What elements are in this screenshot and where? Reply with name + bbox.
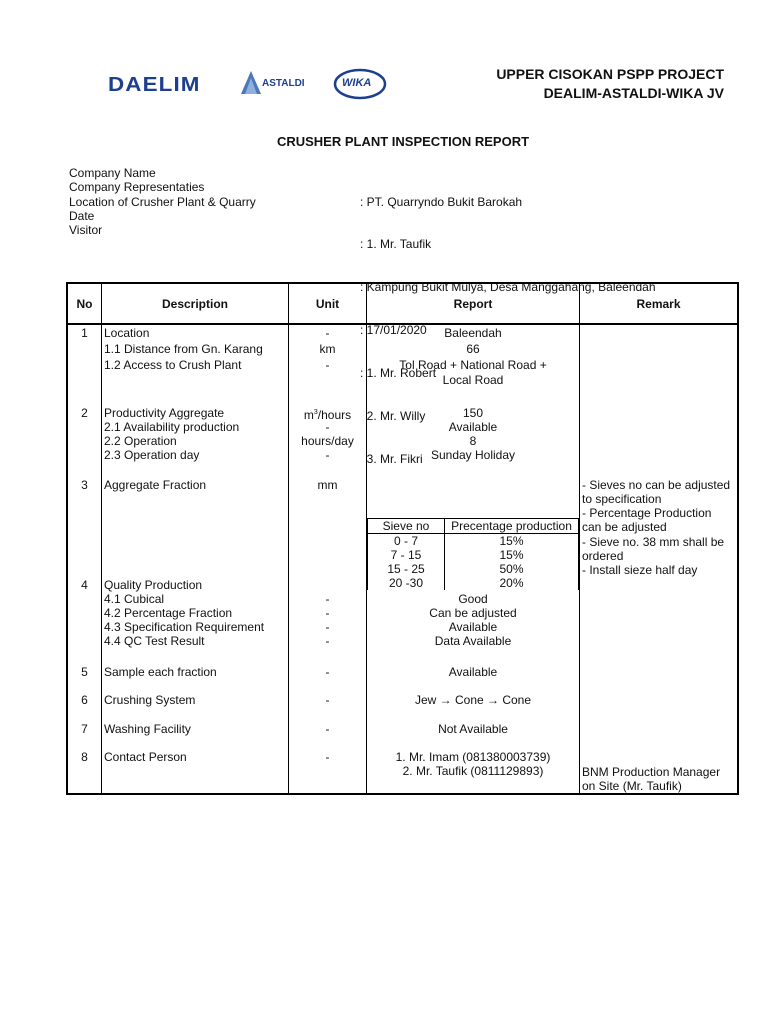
info-value: 2. Mr. Willy (360, 409, 426, 424)
report-line: Can be adjusted (429, 606, 517, 620)
astaldi-logo-text: ASTALDI (262, 78, 305, 89)
info-value: : 1. Mr. Taufik (360, 237, 432, 252)
desc-line: Crushing System (104, 693, 196, 707)
project-title: UPPER CISOKAN PSPP PROJECT (496, 66, 724, 82)
info-value: : 1. Mr. Robert (360, 366, 437, 381)
remark-line: on Site (Mr. Taufik) (582, 779, 682, 793)
report-line: 8 (469, 434, 477, 448)
desc-line: 4.3 Specification Requirement (104, 620, 265, 634)
daelim-logo: DAELIM (108, 74, 201, 96)
sieve-row (368, 548, 579, 562)
unit-line: - (325, 592, 330, 606)
desc-line: 4.1 Cubical (104, 592, 165, 606)
report-line: 66 (466, 342, 480, 356)
report-line: 1. Mr. Imam (081380003739) (395, 750, 551, 764)
sieve-header-percentage: Precentage production (445, 519, 579, 534)
sieve-percentage: 20% (445, 576, 579, 590)
desc-line: 4.4 QC Test Result (104, 634, 205, 648)
sieve-header-no: Sieve no (368, 519, 445, 534)
description-column (102, 324, 289, 794)
report-line: Data Available (434, 634, 512, 648)
desc-line: 2.3 Operation day (104, 448, 200, 462)
header-unit: Unit (289, 283, 367, 324)
sieve-no: 0 - 7 (368, 534, 445, 549)
report-line: Available (448, 620, 498, 634)
sieve-percentage: 50% (445, 562, 579, 576)
unit-line: - (325, 750, 330, 764)
unit-line: - (325, 606, 330, 620)
report-title: CRUSHER PLANT INSPECTION REPORT (276, 134, 530, 149)
wika-logo (333, 68, 387, 100)
info-value: : PT. Quarryndo Bukit Barokah (360, 194, 523, 209)
header-description: Description (102, 283, 289, 324)
desc-line: 1.2 Access to Crush Plant (104, 358, 242, 372)
sieve-row (368, 562, 579, 576)
unit-rest: /hours (317, 408, 352, 422)
unit-line: - (325, 722, 330, 736)
desc-line: Contact Person (104, 750, 187, 764)
sieve-percentage: 15% (445, 534, 579, 549)
unit-m: m (303, 408, 314, 422)
desc-line: Productivity Aggregate (104, 406, 225, 420)
sieve-row (368, 534, 579, 549)
desc-line: 2.1 Availability production (104, 420, 240, 434)
remark-line: - Sieves no can be adjusted (582, 478, 731, 492)
report-line: Tol Road + National Road + (399, 358, 547, 372)
remark-line: BNM Production Manager (582, 765, 721, 779)
wika-logo-text: WIKA (342, 77, 372, 89)
unit-column (289, 324, 367, 794)
report-line: Good (458, 592, 488, 606)
info-label: Location of Crusher Plant & Quarry (69, 194, 256, 209)
info-label: Visitor (69, 223, 103, 238)
sieve-row (368, 576, 579, 590)
report-line: Local Road (442, 373, 504, 387)
unit-line: - (325, 634, 330, 648)
sieve-no: 20 -30 (368, 576, 445, 590)
remark-line: to specification (582, 492, 662, 506)
unit-sup: 3 (313, 409, 318, 416)
header-no: No (67, 283, 102, 324)
row-no: 5 (81, 665, 88, 679)
remark-line: ordered (582, 549, 624, 563)
row-no: 6 (81, 693, 88, 707)
desc-line: Sample each fraction (104, 665, 217, 679)
unit-line: - (325, 693, 330, 707)
report-line: Not Available (438, 722, 508, 736)
sieve-header-row (368, 519, 579, 534)
inspection-table (66, 282, 739, 795)
row-no: 7 (81, 722, 88, 736)
row-no: 8 (81, 750, 88, 764)
project-jv: DEALIM-ASTALDI-WIKA JV (543, 85, 724, 101)
info-label: Company Name (69, 166, 156, 180)
desc-line: 1.1 Distance from Gn. Karang (104, 342, 263, 356)
row-no: 4 (81, 578, 88, 592)
unit-line: - (325, 665, 330, 679)
unit-line: mm (317, 478, 338, 492)
row-no: 2 (81, 406, 88, 420)
desc-line: Aggregate Fraction (104, 478, 207, 492)
table-header-row (67, 283, 738, 324)
info-labels (69, 166, 256, 237)
astaldi-emblem-icon (240, 70, 262, 96)
table-body-row (67, 324, 738, 794)
info-value: : Kampung Bukit Mulya, Desa Manggahang, Baleendah (360, 280, 656, 295)
sieve-no: 7 - 15 (368, 548, 445, 562)
remark-line: - Sieve no. 38 mm shall be (582, 535, 725, 549)
row-no: 1 (81, 326, 88, 340)
report-line: 2. Mr. Taufik (0811129893) (402, 764, 544, 778)
unit-line: hours/day (301, 434, 354, 448)
sieve-percentage: 15% (445, 548, 579, 562)
unit-line: - (325, 420, 330, 434)
sieve-no: 15 - 25 (368, 562, 445, 576)
unit-line: - (325, 358, 330, 372)
unit-line: - (325, 326, 330, 340)
remark-line: - Percentage Production (582, 506, 712, 520)
desc-line: Washing Facility (104, 722, 191, 736)
header-remark: Remark (580, 283, 739, 324)
unit-line: - (325, 448, 330, 462)
report-line: Baleendah (444, 326, 502, 340)
report-line: Jew → Cone → Cone (414, 693, 532, 707)
remark-line: - Install sieze half day (582, 563, 698, 577)
report-line: Available (448, 665, 498, 679)
info-value: 3. Mr. Fikri (360, 451, 423, 466)
unit-line: km (319, 342, 336, 356)
no-column (67, 324, 102, 794)
report-line: Available (448, 420, 498, 434)
info-label: Date (69, 208, 95, 223)
desc-line: Quality Production (104, 578, 203, 592)
remark-column (580, 324, 739, 794)
report-line: 150 (462, 406, 484, 420)
desc-line: 2.2 Operation (104, 434, 177, 448)
remark-line: can be adjusted (582, 520, 667, 534)
desc-line: Location (104, 326, 150, 340)
info-value: : 17/01/2020 (360, 323, 427, 338)
report-column (367, 324, 580, 794)
info-label: Company Representaties (69, 180, 205, 195)
desc-line: 4.2 Percentage Fraction (104, 606, 233, 620)
row-no: 3 (81, 478, 88, 492)
astaldi-logo (240, 70, 310, 96)
header-report: Report (367, 283, 580, 324)
sieve-table (367, 518, 579, 590)
unit-line: - (325, 620, 330, 634)
report-line: Sunday Holiday (430, 448, 516, 462)
